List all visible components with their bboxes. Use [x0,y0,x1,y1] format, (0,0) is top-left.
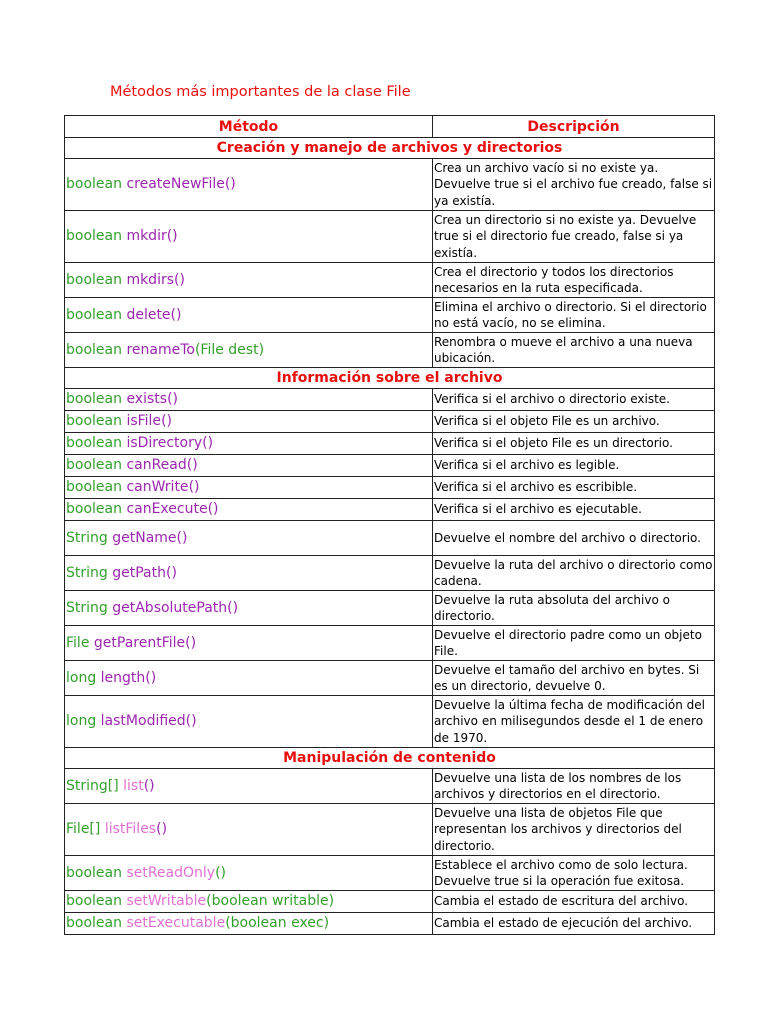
description-cell: Devuelve el directorio padre como un objeto File. [433,626,715,661]
method-params: () [156,821,168,837]
method-cell [65,433,433,455]
method-params: () [167,391,178,407]
method-params: () [188,479,200,495]
method-cell [65,211,433,263]
return-type: boolean [66,413,127,429]
method-cell [65,696,433,748]
method-name: isFile [126,413,162,429]
method-params: () [143,777,155,794]
method-name: listFiles [104,821,157,837]
method-name: lastModified [100,713,186,729]
method-name: list [123,777,144,794]
description-cell: Establece el archivo como de solo lectura. Devuelve true si la operación fue exitosa. [433,856,715,891]
method-params: () [185,713,197,729]
description-column-header: Descripción [433,116,715,138]
method-cell [65,804,433,856]
method-name: mkdir [126,228,167,244]
method-cell [65,389,433,411]
method-name: length [100,669,146,686]
method-name: canRead [126,457,187,473]
table-row [65,263,715,298]
return-type: String [66,529,113,546]
method-params: (boolean exec) [225,915,330,931]
section-title: Información sobre el archivo [65,368,715,389]
return-type: File[] [66,821,105,837]
return-type: long [66,713,101,729]
return-type: String [66,599,113,616]
table-row [65,521,715,556]
table-row [65,298,715,333]
description-cell: Crea el directorio y todos los directorios necesarios en la ruta especificada. [433,263,715,298]
method-params: () [170,306,182,323]
return-type: boolean [66,306,127,323]
method-params: () [145,669,157,686]
method-params: () [224,176,236,192]
table-row [65,389,715,411]
return-type: boolean [66,457,127,473]
method-cell [65,333,433,368]
return-type: boolean [66,176,127,192]
description-cell: Devuelve la ruta del archivo o directorio como cadena. [433,556,715,591]
table-row [65,411,715,433]
method-params: () [207,501,219,517]
description-cell: Cambia el estado de ejecución del archivo. [433,913,715,935]
return-type: boolean [66,341,127,358]
method-name: setWritable [126,893,207,909]
method-params: () [174,271,185,288]
method-params: () [176,529,188,546]
method-params: () [202,435,214,451]
description-cell: Crea un directorio si no existe ya. Devuelve true si el directorio fue creado, false si ya existía. [433,211,715,263]
method-name: canExecute [126,501,208,517]
method-params: () [215,864,227,881]
method-name: mkdirs [126,271,175,288]
methods-table [64,115,715,935]
description-cell: Devuelve la última fecha de modificación del archivo en milisegundos desde el 1 de enero de 1970. [433,696,715,748]
table-row [65,804,715,856]
method-cell [65,856,433,891]
method-cell [65,521,433,556]
description-cell: Devuelve el nombre del archivo o directorio. [433,521,715,556]
method-name: exists [126,391,168,407]
method-cell [65,499,433,521]
description-cell: Verifica si el archivo o directorio existe. [433,389,715,411]
table-row [65,455,715,477]
method-cell [65,626,433,661]
method-params: (boolean writable) [206,893,335,909]
method-params: (File dest) [194,341,265,358]
return-type: String[] [66,777,124,794]
method-cell [65,411,433,433]
return-type: boolean [66,391,127,407]
description-cell: Devuelve la ruta absoluta del archivo o directorio. [433,591,715,626]
description-cell: Elimina el archivo o directorio. Si el directorio no está vacío, no se elimina. [433,298,715,333]
section-row [65,138,715,159]
return-type: boolean [66,893,127,909]
method-params: () [165,564,177,581]
table-body [65,138,715,935]
return-type: File [66,634,94,651]
description-cell: Crea un archivo vacío si no existe ya. Devuelve true si el archivo fue creado, false si ya existía. [433,159,715,211]
section-row [65,368,715,389]
table-row [65,591,715,626]
table-row [65,913,715,935]
description-cell: Verifica si el objeto File es un archivo. [433,411,715,433]
method-params: () [161,413,172,429]
section-row [65,748,715,769]
method-name: createNewFile [126,176,225,192]
method-name: setReadOnly [126,864,216,881]
method-cell [65,477,433,499]
method-cell [65,891,433,913]
table-row [65,626,715,661]
table-row [65,477,715,499]
method-cell [65,913,433,935]
method-column-header: Método [65,116,433,138]
table-row [65,211,715,263]
table-row [65,661,715,696]
table-row [65,433,715,455]
method-name: getName [112,529,177,546]
method-name: getParentFile [93,634,186,651]
description-cell: Verifica si el archivo es escribible. [433,477,715,499]
method-name: getAbsolutePath [112,599,228,616]
return-type: boolean [66,228,127,244]
table-row [65,891,715,913]
method-cell [65,769,433,804]
table-row [65,696,715,748]
table-row [65,856,715,891]
method-cell [65,661,433,696]
method-name: setExecutable [126,915,226,931]
section-title: Creación y manejo de archivos y directorios [65,138,715,159]
return-type: boolean [66,501,127,517]
section-title: Manipulación de contenido [65,748,715,769]
return-type: boolean [66,271,127,288]
description-cell: Devuelve una lista de objetos File que representan los archivos y directorios del directorio. [433,804,715,856]
method-params: () [227,599,239,616]
return-type: boolean [66,915,127,931]
method-cell [65,159,433,211]
table-header-row [65,116,715,138]
description-cell: Renombra o mueve el archivo a una nueva ubicación. [433,333,715,368]
description-cell: Verifica si el archivo es ejecutable. [433,499,715,521]
return-type: boolean [66,864,127,881]
method-cell [65,455,433,477]
table-row [65,159,715,211]
method-name: isDirectory [126,435,203,451]
method-name: delete [126,306,171,323]
method-cell [65,556,433,591]
description-cell: Devuelve el tamaño del archivo en bytes. Si es un directorio, devuelve 0. [433,661,715,696]
method-params: () [186,457,198,473]
method-name: renameTo [126,341,195,358]
return-type: boolean [66,435,127,451]
description-cell: Verifica si el archivo es legible. [433,455,715,477]
table-row [65,333,715,368]
method-name: canWrite [126,479,189,495]
method-name: getPath [112,564,166,581]
return-type: String [66,564,113,581]
return-type: boolean [66,479,127,495]
description-cell: Devuelve una lista de los nombres de los archivos y directorios en el directorio. [433,769,715,804]
description-cell: Verifica si el objeto File es un directorio. [433,433,715,455]
return-type: long [66,669,101,686]
method-params: () [166,228,178,244]
method-params: () [185,634,197,651]
description-cell: Cambia el estado de escritura del archivo. [433,891,715,913]
document-title: Métodos más importantes de la clase File [110,84,411,100]
method-cell [65,298,433,333]
method-cell [65,591,433,626]
table-row [65,769,715,804]
table-row [65,499,715,521]
table-row [65,556,715,591]
method-cell [65,263,433,298]
